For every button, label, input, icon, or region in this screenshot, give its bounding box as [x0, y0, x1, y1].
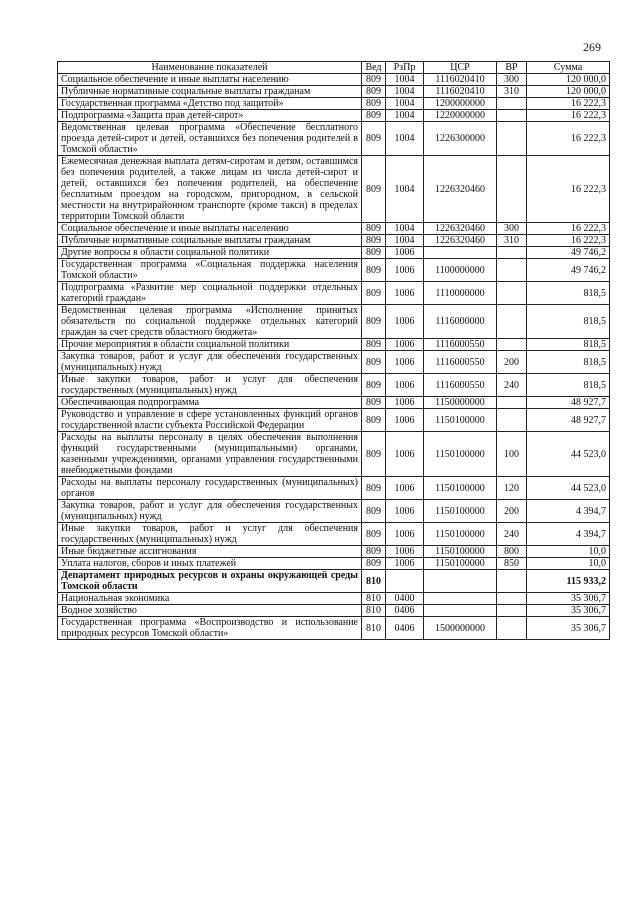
cell-ved: 809 — [362, 74, 386, 86]
cell-sum: 115 933,2 — [527, 570, 610, 593]
cell-sum: 818,5 — [527, 374, 610, 397]
cell-rzpr: 1006 — [386, 432, 424, 477]
cell-ved: 809 — [362, 98, 386, 110]
cell-rzpr: 1006 — [386, 259, 424, 282]
cell-csr: 1150100000 — [424, 500, 497, 523]
cell-rzpr: 1006 — [386, 477, 424, 500]
cell-sum: 49 746,2 — [527, 259, 610, 282]
cell-sum: 16 222,3 — [527, 98, 610, 110]
cell-rzpr: 1004 — [386, 122, 424, 156]
cell-name: Департамент природных ресурсов и охраны окружающей среды Томской области — [58, 570, 362, 593]
table-row — [58, 110, 610, 122]
cell-ved: 809 — [362, 558, 386, 570]
cell-name: Иные закупки товаров, работ и услуг для обеспечения государственных (муниципальных) нужд — [58, 374, 362, 397]
cell-name: Уплата налогов, сборов и иных платежей — [58, 558, 362, 570]
table-row — [58, 477, 610, 500]
cell-rzpr: 1006 — [386, 339, 424, 351]
cell-vr — [497, 339, 527, 351]
cell-vr: 120 — [497, 477, 527, 500]
cell-vr — [497, 409, 527, 432]
cell-name: Ведомственная целевая программа «Исполнение принятых обязательств по социальной поддержке отдельных категорий граждан за счет средств областного бюджета» — [58, 305, 362, 339]
cell-ved: 809 — [362, 110, 386, 122]
table-row — [58, 397, 610, 409]
cell-sum: 4 394,7 — [527, 500, 610, 523]
cell-csr: 1116000550 — [424, 374, 497, 397]
cell-name: Публичные нормативные социальные выплаты гражданам — [58, 86, 362, 98]
cell-csr — [424, 570, 497, 593]
cell-rzpr: 1006 — [386, 397, 424, 409]
table-row — [58, 259, 610, 282]
cell-rzpr: 1006 — [386, 247, 424, 259]
cell-vr — [497, 259, 527, 282]
cell-rzpr: 1004 — [386, 156, 424, 223]
cell-vr — [497, 110, 527, 122]
table-row — [58, 235, 610, 247]
cell-rzpr: 1006 — [386, 558, 424, 570]
cell-sum: 16 222,3 — [527, 223, 610, 235]
table-row — [58, 223, 610, 235]
table-row — [58, 617, 610, 640]
cell-vr: 850 — [497, 558, 527, 570]
cell-name: Государственная программа «Детство под защитой» — [58, 98, 362, 110]
cell-ved: 809 — [362, 546, 386, 558]
cell-name: Ведомственная целевая программа «Обеспечение бесплатного проезда детей-сирот и детей, оставшихся без попечения родителей в Томской области» — [58, 122, 362, 156]
cell-name: Иные закупки товаров, работ и услуг для обеспечения государственных (муниципальных) нужд — [58, 523, 362, 546]
cell-csr: 1150100000 — [424, 546, 497, 558]
table-row — [58, 339, 610, 351]
cell-name: Другие вопросы в области социальной политики — [58, 247, 362, 259]
cell-ved: 809 — [362, 339, 386, 351]
header-name: Наименование показателей — [58, 62, 362, 74]
table-row — [58, 305, 610, 339]
cell-name: Подпрограмма «Защита прав детей-сирот» — [58, 110, 362, 122]
table-row — [58, 570, 610, 593]
cell-vr: 310 — [497, 86, 527, 98]
table-row — [58, 523, 610, 546]
cell-sum: 120 000,0 — [527, 86, 610, 98]
cell-name: Руководство и управление в сфере установленных функций органов государственной власти субъекта Российской Федерации — [58, 409, 362, 432]
cell-ved: 809 — [362, 305, 386, 339]
cell-ved: 810 — [362, 617, 386, 640]
table-body — [58, 74, 610, 640]
cell-sum: 44 523,0 — [527, 432, 610, 477]
cell-sum: 16 222,3 — [527, 156, 610, 223]
table-header-row — [58, 62, 610, 74]
cell-name: Обеспечивающая подпрограмма — [58, 397, 362, 409]
page-number: 269 — [583, 40, 601, 54]
cell-sum: 49 746,2 — [527, 247, 610, 259]
cell-rzpr: 1006 — [386, 374, 424, 397]
cell-name: Закупка товаров, работ и услуг для обеспечения государственных (муниципальных) нужд — [58, 351, 362, 374]
cell-csr: 1220000000 — [424, 110, 497, 122]
cell-name: Прочие мероприятия в области социальной политики — [58, 339, 362, 351]
cell-rzpr: 1006 — [386, 409, 424, 432]
table-row — [58, 247, 610, 259]
cell-vr — [497, 617, 527, 640]
cell-csr: 1226300000 — [424, 122, 497, 156]
cell-sum: 48 927,7 — [527, 409, 610, 432]
cell-ved: 809 — [362, 500, 386, 523]
cell-csr: 1150100000 — [424, 523, 497, 546]
cell-name: Расходы на выплаты персоналу государственных (муниципальных) органов — [58, 477, 362, 500]
cell-rzpr: 1006 — [386, 546, 424, 558]
cell-csr: 1150100000 — [424, 432, 497, 477]
cell-ved: 810 — [362, 605, 386, 617]
cell-rzpr: 1006 — [386, 500, 424, 523]
table-row — [58, 593, 610, 605]
cell-ved: 809 — [362, 86, 386, 98]
cell-ved: 809 — [362, 409, 386, 432]
cell-name: Социальное обеспечение и иные выплаты населению — [58, 223, 362, 235]
cell-csr: 1226320460 — [424, 235, 497, 247]
cell-vr — [497, 305, 527, 339]
cell-csr: 1116000000 — [424, 305, 497, 339]
cell-vr: 240 — [497, 374, 527, 397]
cell-ved: 809 — [362, 523, 386, 546]
budget-table — [57, 61, 610, 640]
cell-sum: 16 222,3 — [527, 235, 610, 247]
cell-csr: 1226320460 — [424, 156, 497, 223]
cell-sum: 16 222,3 — [527, 110, 610, 122]
table-row — [58, 409, 610, 432]
table-row — [58, 605, 610, 617]
cell-name: Государственная программа «Воспроизводство и использование природных ресурсов Томской области» — [58, 617, 362, 640]
cell-csr: 1150100000 — [424, 558, 497, 570]
cell-vr: 240 — [497, 523, 527, 546]
cell-csr — [424, 247, 497, 259]
cell-vr — [497, 397, 527, 409]
table-row — [58, 74, 610, 86]
cell-sum: 16 222,3 — [527, 122, 610, 156]
cell-ved: 810 — [362, 593, 386, 605]
cell-csr: 1150000000 — [424, 397, 497, 409]
cell-name: Ежемесячная денежная выплата детям-сиротам и детям, оставшимся без попечения родителей, а также лицам из числа детей-сирот и детей, оставшихся без попечения родителей, на обеспечение бесплатным проездом на городском, пригородном, в сельской местности на внутрирайонном транспорте (кроме такси) в пределах территории Томской области — [58, 156, 362, 223]
table-row — [58, 374, 610, 397]
cell-rzpr: 1006 — [386, 305, 424, 339]
header-csr: ЦСР — [424, 62, 497, 74]
cell-vr — [497, 593, 527, 605]
cell-csr: 1150100000 — [424, 409, 497, 432]
header-ved: Вед — [362, 62, 386, 74]
cell-name: Иные бюджетные ассигнования — [58, 546, 362, 558]
table-row — [58, 432, 610, 477]
cell-sum: 120 000,0 — [527, 74, 610, 86]
header-rzpr: РзПр — [386, 62, 424, 74]
cell-ved: 809 — [362, 351, 386, 374]
table-row — [58, 156, 610, 223]
cell-sum: 44 523,0 — [527, 477, 610, 500]
cell-ved: 809 — [362, 156, 386, 223]
cell-vr — [497, 247, 527, 259]
cell-csr: 1200000000 — [424, 98, 497, 110]
cell-sum: 818,5 — [527, 339, 610, 351]
cell-csr: 1116020410 — [424, 74, 497, 86]
cell-vr: 200 — [497, 351, 527, 374]
cell-vr — [497, 122, 527, 156]
cell-csr: 1116000550 — [424, 339, 497, 351]
cell-vr — [497, 156, 527, 223]
cell-rzpr: 0400 — [386, 593, 424, 605]
header-sum: Сумма — [527, 62, 610, 74]
cell-rzpr: 0406 — [386, 617, 424, 640]
cell-sum: 10,0 — [527, 546, 610, 558]
cell-rzpr: 1004 — [386, 86, 424, 98]
cell-vr: 100 — [497, 432, 527, 477]
cell-ved: 809 — [362, 223, 386, 235]
table-row — [58, 500, 610, 523]
cell-vr: 800 — [497, 546, 527, 558]
cell-ved: 809 — [362, 477, 386, 500]
cell-ved: 809 — [362, 235, 386, 247]
table-row — [58, 351, 610, 374]
cell-csr: 1500000000 — [424, 617, 497, 640]
cell-sum: 10,0 — [527, 558, 610, 570]
cell-vr — [497, 98, 527, 110]
cell-sum: 35 306,7 — [527, 617, 610, 640]
cell-csr: 1226320460 — [424, 223, 497, 235]
cell-name: Национальная экономика — [58, 593, 362, 605]
table-row — [58, 546, 610, 558]
cell-ved: 810 — [362, 570, 386, 593]
cell-rzpr: 1004 — [386, 98, 424, 110]
cell-name: Публичные нормативные социальные выплаты гражданам — [58, 235, 362, 247]
cell-sum: 818,5 — [527, 282, 610, 305]
cell-vr — [497, 282, 527, 305]
cell-sum: 35 306,7 — [527, 605, 610, 617]
cell-sum: 4 394,7 — [527, 523, 610, 546]
cell-sum: 818,5 — [527, 351, 610, 374]
header-vr: ВР — [497, 62, 527, 74]
cell-rzpr: 1006 — [386, 523, 424, 546]
cell-vr — [497, 570, 527, 593]
cell-name: Подпрограмма «Развитие мер социальной поддержки отдельных категорий граждан» — [58, 282, 362, 305]
table-row — [58, 122, 610, 156]
cell-csr: 1116020410 — [424, 86, 497, 98]
cell-name: Государственная программа «Социальная поддержка населения Томской области» — [58, 259, 362, 282]
cell-csr: 1100000000 — [424, 259, 497, 282]
cell-rzpr: 1004 — [386, 110, 424, 122]
cell-name: Водное хозяйство — [58, 605, 362, 617]
cell-sum: 48 927,7 — [527, 397, 610, 409]
cell-rzpr: 1004 — [386, 223, 424, 235]
cell-vr: 200 — [497, 500, 527, 523]
cell-sum: 35 306,7 — [527, 593, 610, 605]
cell-csr: 1110000000 — [424, 282, 497, 305]
cell-csr — [424, 605, 497, 617]
cell-csr: 1116000550 — [424, 351, 497, 374]
table-row — [58, 86, 610, 98]
cell-rzpr: 1004 — [386, 235, 424, 247]
cell-ved: 809 — [362, 282, 386, 305]
cell-csr: 1150100000 — [424, 477, 497, 500]
cell-vr: 300 — [497, 74, 527, 86]
cell-ved: 809 — [362, 374, 386, 397]
table-row — [58, 558, 610, 570]
cell-ved: 809 — [362, 247, 386, 259]
cell-ved: 809 — [362, 397, 386, 409]
cell-ved: 809 — [362, 259, 386, 282]
cell-vr: 300 — [497, 223, 527, 235]
table-row — [58, 98, 610, 110]
cell-name: Социальное обеспечение и иные выплаты населению — [58, 74, 362, 86]
cell-name: Расходы на выплаты персоналу в целях обеспечения выполнения функций государственными (муниципальными) органами, казенными учреждениями, органами управления государственными внебюджетными фондами — [58, 432, 362, 477]
cell-rzpr: 1004 — [386, 74, 424, 86]
cell-name: Закупка товаров, работ и услуг для обеспечения государственных (муниципальных) нужд — [58, 500, 362, 523]
cell-rzpr — [386, 570, 424, 593]
cell-sum: 818,5 — [527, 305, 610, 339]
cell-vr: 310 — [497, 235, 527, 247]
cell-ved: 809 — [362, 432, 386, 477]
cell-rzpr: 0406 — [386, 605, 424, 617]
cell-vr — [497, 605, 527, 617]
cell-rzpr: 1006 — [386, 351, 424, 374]
cell-rzpr: 1006 — [386, 282, 424, 305]
table-row — [58, 282, 610, 305]
cell-ved: 809 — [362, 122, 386, 156]
cell-csr — [424, 593, 497, 605]
